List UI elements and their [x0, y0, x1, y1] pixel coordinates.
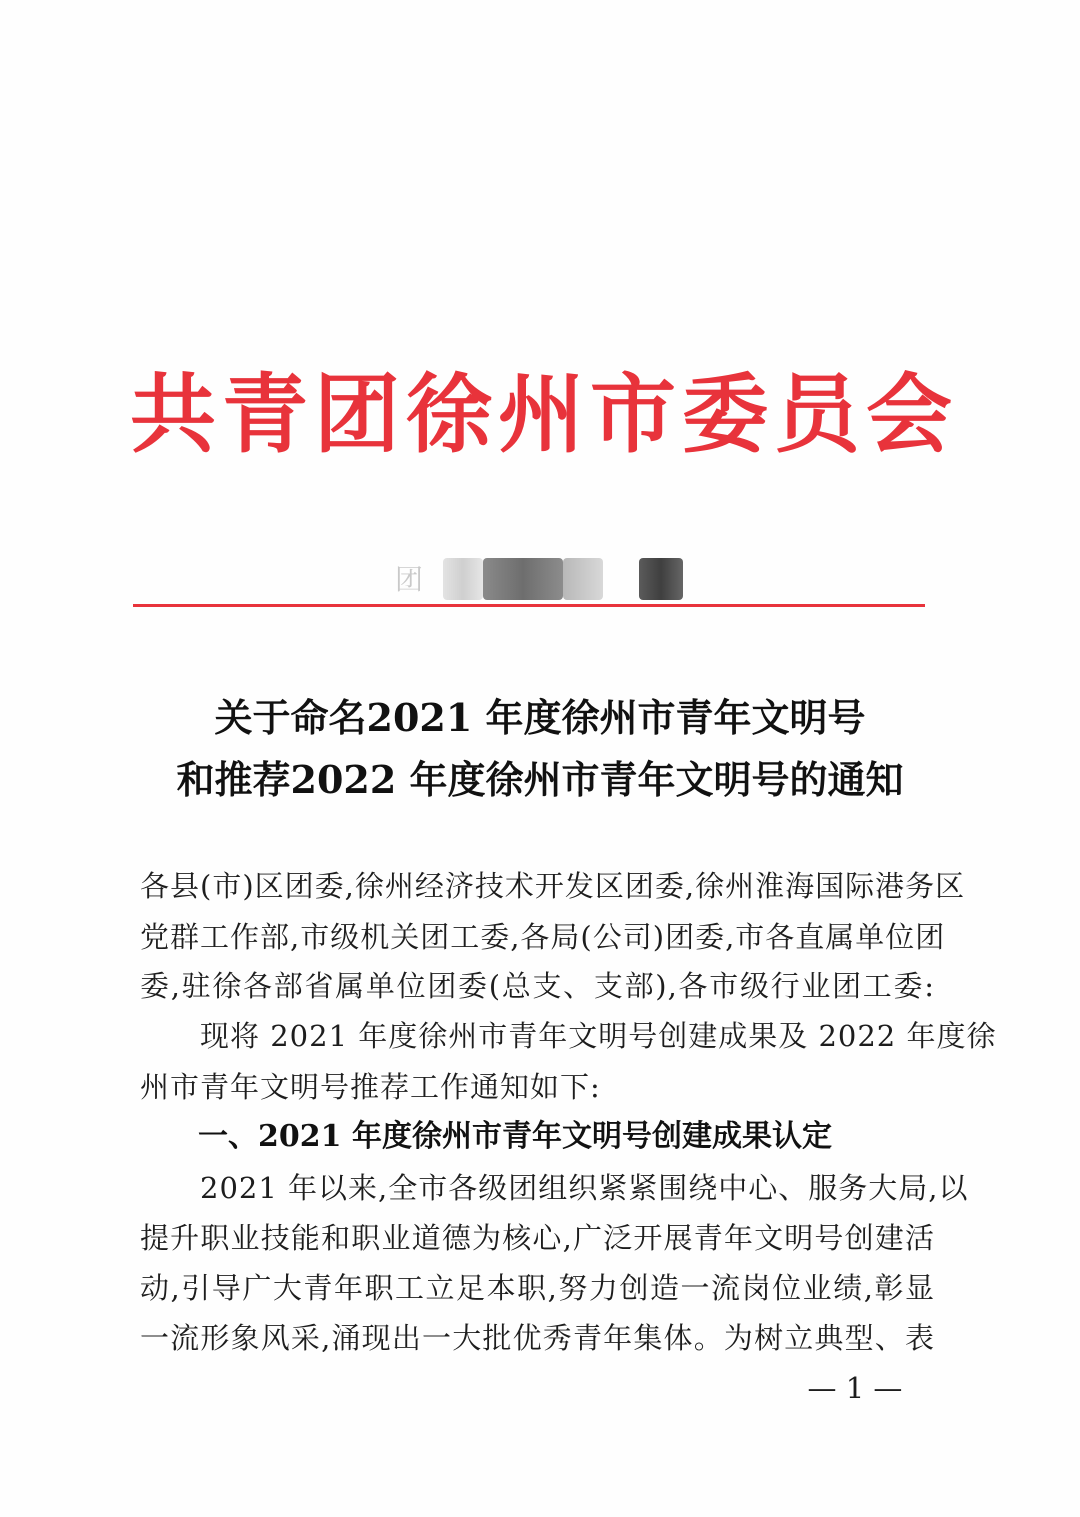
redaction-block: [443, 558, 483, 600]
document-title-line-1: 关于命名2021 年度徐州市青年文明号: [214, 695, 866, 740]
redaction-block: [639, 558, 683, 600]
body-line: 2021 年以来,全市各级团组织紧紧围绕中心、服务大局,以: [200, 1171, 969, 1205]
organization-header: 共青团徐州市委员会: [130, 365, 958, 465]
body-line: 提升职业技能和职业道德为核心,广泛开展青年文明号创建活: [140, 1221, 935, 1255]
body-line: 一流形象风采,涌现出一大批优秀青年集体。为树立典型、表: [140, 1321, 935, 1355]
addressee-line: 各县(市)区团委,徐州经济技术开发区团委,徐州淮海国际港务区: [140, 869, 966, 903]
intro-line: 州市青年文明号推荐工作通知如下:: [140, 1070, 601, 1104]
body-line: 动,引导广大青年职工立足本职,努力创造一流岗位业绩,彰显: [140, 1271, 935, 1305]
section-heading: 一、2021 年度徐州市青年文明号创建成果认定: [198, 1119, 832, 1154]
intro-line: 现将 2021 年度徐州市青年文明号创建成果及 2022 年度徐: [200, 1019, 997, 1053]
addressee-line: 委,驻徐各部省属单位团委(总支、支部),各市级行业团工委:: [140, 969, 935, 1003]
document-number-prefix: 团: [395, 563, 424, 596]
red-divider-line: [133, 604, 925, 607]
redaction-block: [483, 558, 563, 600]
page-number: — 1 —: [807, 1371, 903, 1405]
document-title-line-2: 和推荐2022 年度徐州市青年文明号的通知: [176, 757, 904, 802]
document-number-redacted: [395, 558, 695, 602]
redaction-block: [563, 558, 603, 600]
addressee-line: 党群工作部,市级机关团工委,各局(公司)团委,市各直属单位团: [140, 920, 946, 954]
